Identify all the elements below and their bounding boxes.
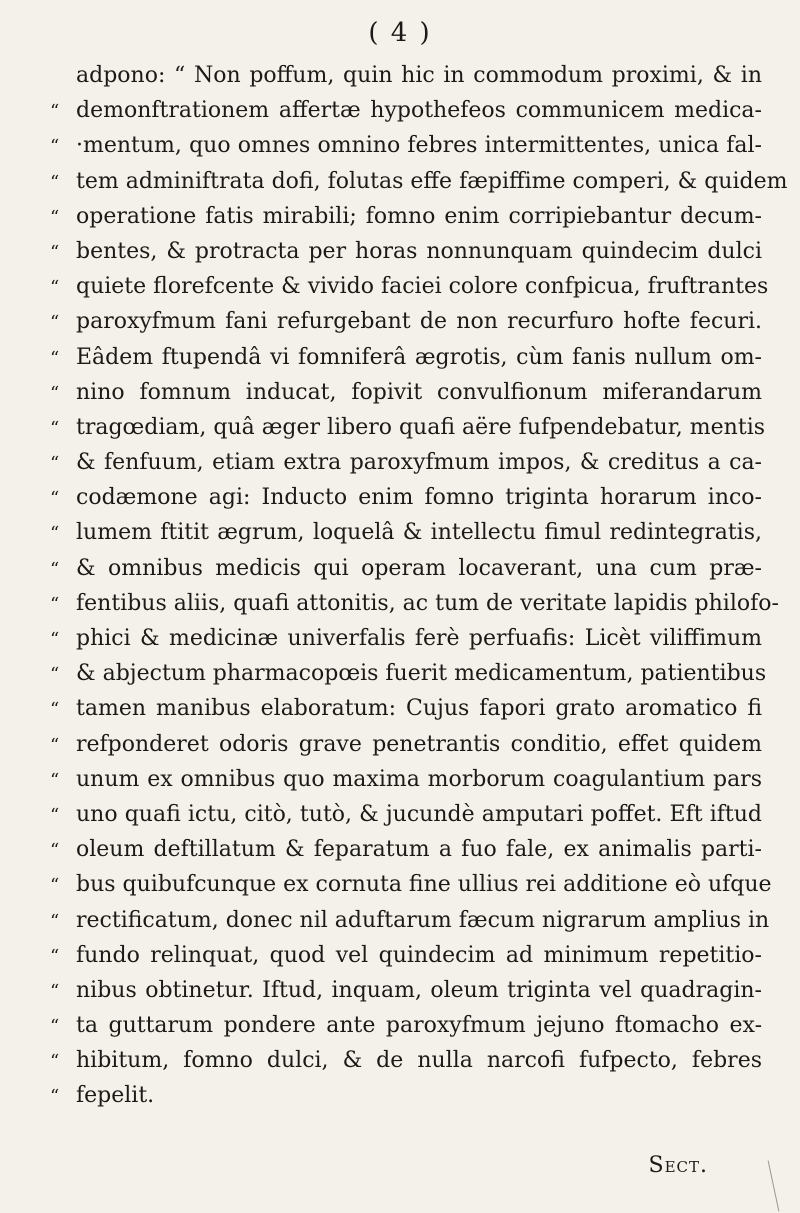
quote-mark: “ (50, 840, 60, 862)
text-line (50, 656, 767, 691)
line-text: & fenfuum, etiam extra paroxyfmum impos, & creditus a ca- (76, 450, 762, 476)
line-text: hibitum, fomno dulci, & de nulla narcofi fufpecto, febres (76, 1048, 762, 1074)
text-line (50, 867, 772, 902)
line-text: unum ex omnibus quo maxima morborum coagulantium pars (76, 766, 762, 792)
quote-mark: “ (50, 1051, 60, 1073)
line-text: Eâdem ftupendâ vi fomniferâ ægrotis, cùm fanis nullum om- (76, 344, 762, 370)
text-line (50, 340, 762, 375)
text-line (50, 93, 762, 128)
text-line (50, 797, 762, 832)
text-line (50, 691, 762, 726)
line-text: uno quafi ictu, citò, tutò, & jucundè amputari poffet. Eft iftud (76, 801, 762, 827)
quote-mark: “ (50, 312, 60, 334)
line-text: fentibus aliis, quafi attonitis, ac tum de veritate lapidis philofo- (76, 590, 779, 616)
quote-mark: “ (50, 136, 60, 158)
text-line (50, 973, 762, 1008)
quote-mark: “ (50, 206, 60, 228)
quote-mark: “ (50, 453, 60, 475)
line-text: & omnibus medicis qui operam locaverant, una cum præ- (76, 555, 762, 581)
quote-mark: “ (50, 171, 60, 193)
quote-mark: “ (50, 804, 60, 826)
line-text: demonftrationem affertæ hypothefeos communicem medica- (76, 98, 762, 124)
line-text: nibus obtinetur. Iftud, inquam, oleum triginta vel quadragin- (76, 977, 762, 1003)
quote-mark: “ (50, 734, 60, 756)
line-text: operatione fatis mirabili; fomno enim corripiebantur decum- (76, 203, 762, 229)
text-line (50, 621, 762, 656)
line-text: bus quibufcunque ex cornuta fine ullius rei additione eò ufque (76, 872, 772, 898)
line-text: nino fomnum inducat, fopivit convulfionum miferandarum (76, 379, 762, 405)
line-text: fepelit. (76, 1083, 155, 1109)
quote-mark: “ (50, 382, 60, 404)
quote-mark: “ (50, 699, 60, 721)
quote-mark: “ (50, 945, 60, 967)
text-line (50, 410, 766, 445)
text-line (50, 762, 762, 797)
text-line (50, 938, 762, 973)
text-line (50, 445, 762, 480)
line-text: adpono: “ Non poffum, quin hic in commodum proximi, & in (76, 63, 762, 88)
quote-mark: “ (50, 347, 60, 369)
body-text (50, 58, 788, 1114)
quote-mark: “ (50, 488, 60, 510)
text-line (50, 586, 779, 621)
quote-mark: “ (50, 277, 60, 299)
quote-mark: “ (50, 769, 60, 791)
quote-mark: “ (50, 241, 60, 263)
text-line (50, 375, 762, 410)
text-line (50, 551, 762, 586)
line-text: & abjectum pharmacopœis fuerit medicamentum, patientibus (76, 661, 767, 687)
quote-mark: “ (50, 558, 60, 580)
text-line (50, 515, 762, 550)
text-line (50, 1008, 762, 1043)
text-line (50, 1078, 762, 1113)
line-text: paroxyfmum fani refurgebant de non recurfuro hofte fecuri. (76, 309, 762, 335)
quote-mark: “ (50, 523, 60, 545)
page-number: ( 4 ) (368, 18, 432, 48)
line-text: ·mentum, quo omnes omnino febres intermittentes, unica fal- (76, 133, 762, 159)
quote-mark: “ (50, 910, 60, 932)
text-line (50, 164, 788, 199)
text-line (50, 269, 769, 304)
text-line (50, 832, 762, 867)
text-line (50, 304, 762, 339)
line-text: oleum deftillatum & feparatum a fuo fale, ex animalis parti- (76, 837, 762, 863)
line-text: phici & medicinæ univerfalis ferè perfuafis: Licèt viliffimum (76, 626, 762, 651)
text-line (50, 234, 762, 269)
text-line (50, 727, 762, 762)
text-line (50, 199, 762, 234)
page-edge-mark (768, 1160, 780, 1211)
line-text: refponderet odoris grave penetrantis conditio, effet quidem (76, 731, 762, 757)
quote-mark: “ (50, 1086, 60, 1108)
quote-mark: “ (50, 980, 60, 1002)
line-text: tragœdiam, quâ æger libero quafi aëre fufpendebatur, mentis (76, 414, 766, 440)
line-text: bentes, & protracta per horas nonnunquam quindecim dulci (76, 238, 762, 264)
line-text: tamen manibus elaboratum: Cujus fapori grato aromatico fi (76, 696, 762, 722)
text-line (50, 128, 762, 163)
quote-mark: “ (50, 593, 60, 615)
catchword: Sect. (648, 1153, 708, 1178)
line-text: fundo relinquat, quod vel quindecim ad minimum repetitio- (76, 942, 762, 968)
line-text: lumem ftitit ægrum, loquelâ & intellectu fimul redintegratis, (76, 520, 762, 546)
quote-mark: “ (50, 417, 60, 439)
quote-mark: “ (50, 875, 60, 897)
quote-mark: “ (50, 629, 60, 650)
text-line (50, 1043, 762, 1078)
text-line (50, 903, 770, 938)
quote-mark: “ (50, 101, 60, 123)
text-line (50, 480, 762, 515)
text-line (76, 58, 762, 93)
quote-mark: “ (50, 664, 60, 686)
quote-mark: “ (50, 1016, 60, 1038)
line-text: quiete florefcente & vivido faciei colore confpicua, fruftrantes (76, 274, 769, 300)
line-text: ta guttarum pondere ante paroxyfmum jejuno ftomacho ex- (76, 1013, 762, 1039)
line-text: rectificatum, donec nil aduftarum fæcum nigrarum amplius in (76, 907, 770, 933)
line-text: codæmone agi: Inducto enim fomno triginta horarum inco- (76, 485, 762, 511)
line-text: tem adminiftrata dofi, folutas effe fæpiffime comperi, & quidem (76, 168, 788, 194)
